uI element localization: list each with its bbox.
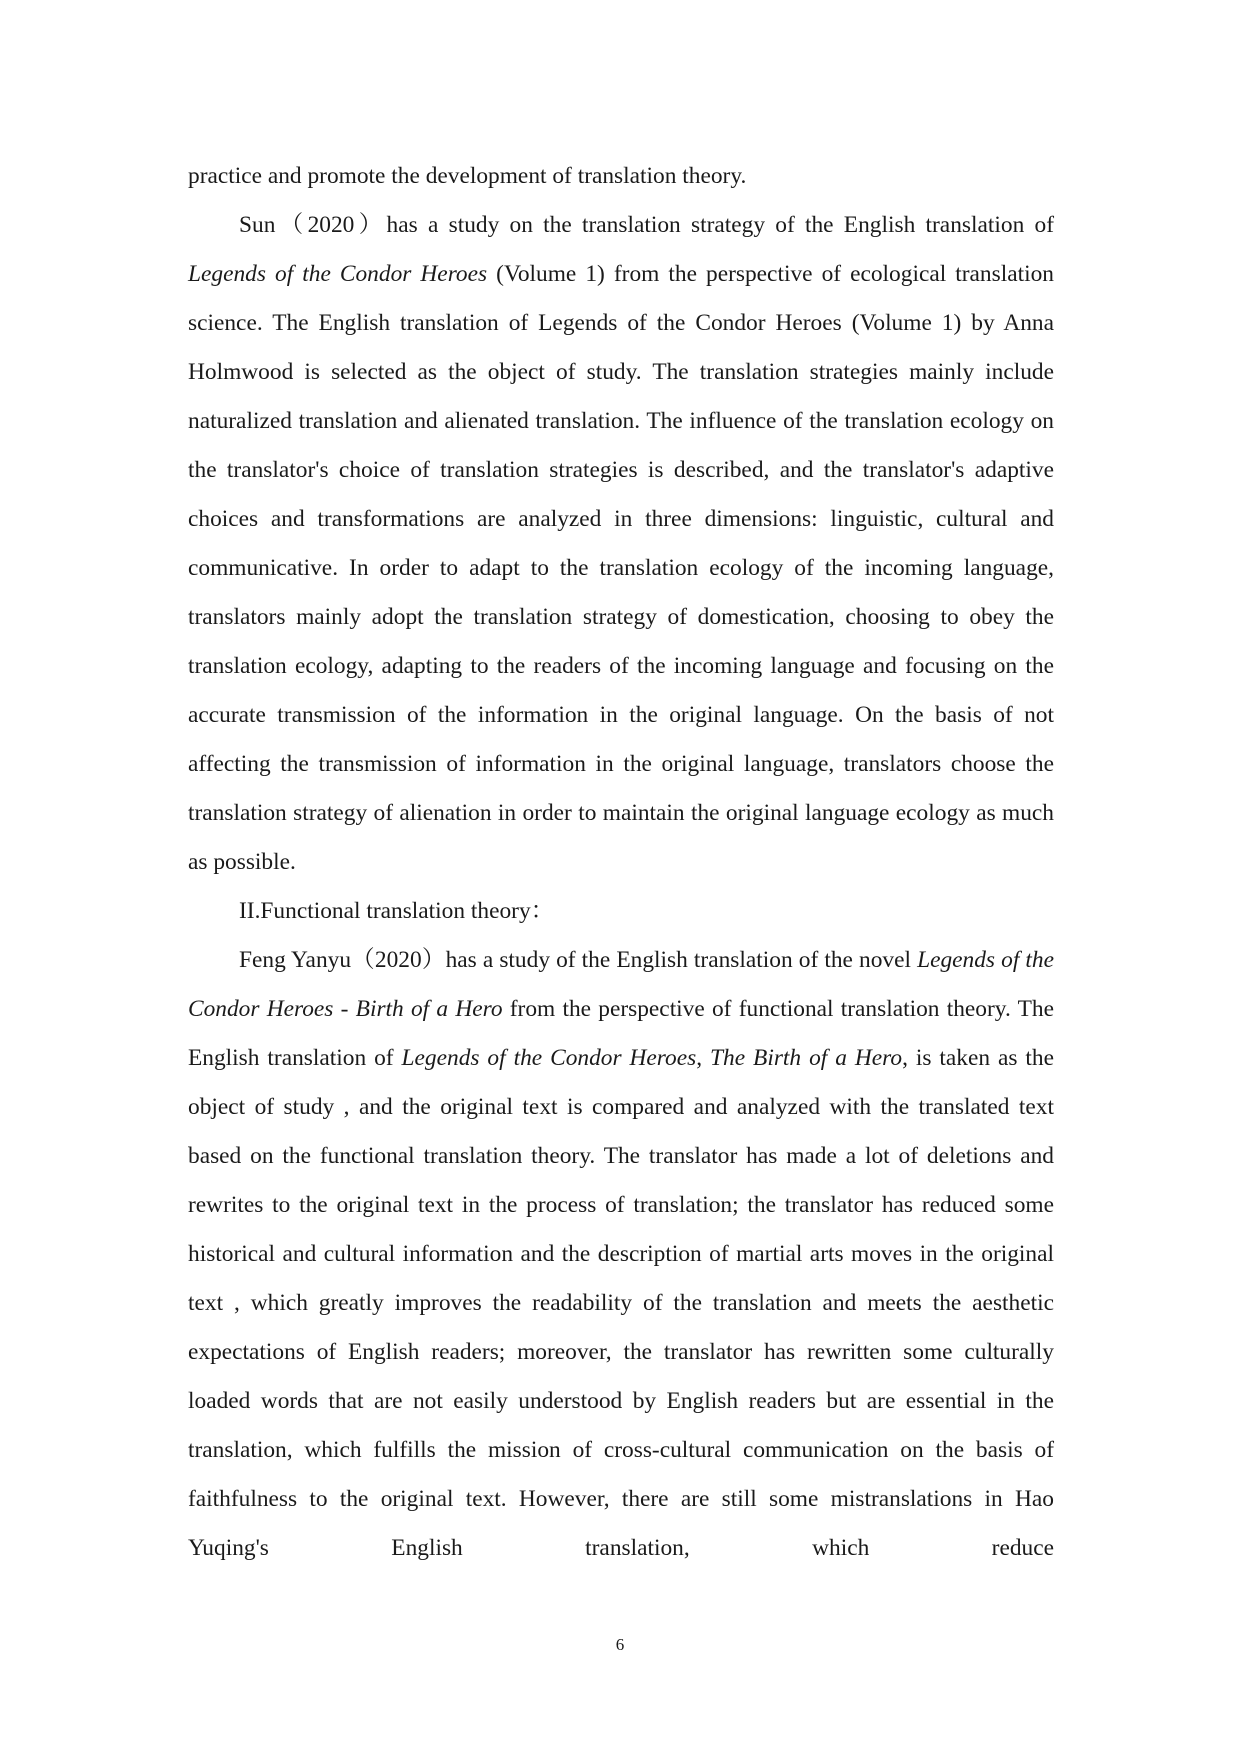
paragraph-text: Sun（2020）has a study on the translation strategy of the English translation of xyxy=(239,212,1054,238)
paragraph-p3 xyxy=(188,936,1054,1573)
paragraph-text: , is taken as the object of study , and the original text is compared and analyzed with the translated text based on the functional translation theory. The translator has made a lot of deletions and rewrites to the original text in the process of translation; the translator has reduced some historical and cultural information and the description of martial arts moves in the original text , which greatly improves the readability of the translation and meets the aesthetic expectations of English readers; moreover, the translator has rewritten some culturally loaded words that are not easily understood by English readers but are essential in the translation, which fulfills the mission of cross-cultural communication on the basis of faithfulness to the original text. However, there are still some mistranslations in Hao Yuqing's English translation, which reduce xyxy=(188,1045,1054,1561)
paragraph-text: , xyxy=(696,1045,711,1071)
italic-title-text: Legends of the Condor Heroes xyxy=(188,261,488,287)
paragraph-p0 xyxy=(188,152,1054,201)
page-number: 6 xyxy=(615,1635,625,1654)
paragraph-text: (Volume 1) from the perspective of ecological translation science. The English translation of Legends of the Condor Heroes (Volume 1) by Anna Holmwood is selected as the object of study. The translation strategies mainly include naturalized translation and alienated translation. The influence of the translation ecology on the translator's choice of translation strategies is described, and the translator's adaptive choices and transformations are analyzed in three dimensions: linguistic, cultural and communicative. In order to adapt to the translation ecology of the incoming language, translators mainly adopt the translation strategy of domestication, choosing to obey the translation ecology, adapting to the readers of the incoming language and focusing on the accurate transmission of the information in the original language. On the basis of not affecting the transmission of information in the original language, translators choose the translation strategy of alienation in order to maintain the original language ecology as much as possible. xyxy=(188,261,1054,875)
paragraph-text: practice and promote the development of translation theory. xyxy=(188,163,747,189)
paragraph-text: Feng Yanyu（2020）has a study of the English translation of the novel xyxy=(239,947,918,973)
italic-title-text: Legends of the Condor Heroes xyxy=(401,1045,697,1071)
italic-title-text: Legends of the Condor Heroes xyxy=(188,947,1054,1022)
paragraph-p1 xyxy=(188,201,1054,887)
paragraph-p2 xyxy=(188,887,1054,936)
italic-title-text: The Birth of a Hero xyxy=(710,1045,903,1071)
paragraph-text: - xyxy=(333,996,356,1022)
paragraph-text: from the perspective of functional translation theory. The English translation of xyxy=(188,996,1054,1071)
paragraph-text: II.Functional translation theory： xyxy=(239,898,555,924)
italic-title-text: Birth of a Hero xyxy=(355,996,503,1022)
body-text xyxy=(188,152,1054,1573)
